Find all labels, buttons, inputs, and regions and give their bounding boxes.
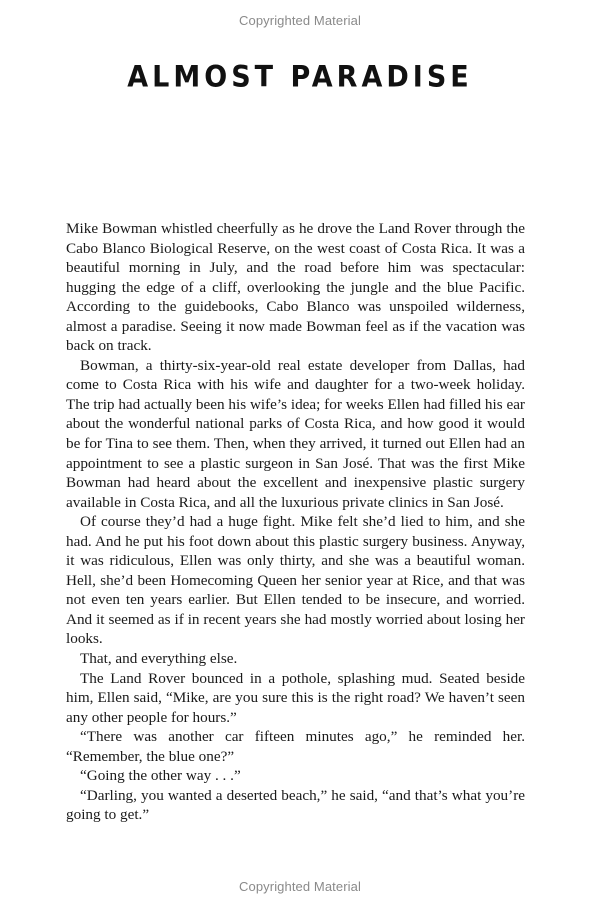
copyright-watermark-top: Copyrighted Material xyxy=(239,13,361,28)
paragraph-5: The Land Rover bounced in a pothole, splashing mud. Seated beside him, Ellen said, “Mike, are you sure this is the right road? We haven’t seen any other people for hours.” xyxy=(66,669,525,726)
paragraph-7: “Going the other way . . .” xyxy=(80,767,241,785)
paragraph-3: Of course they’d had a huge fight. Mike felt she’d lied to him, and she had. And he put his foot down about this plastic surgery business. Anyway, it was ridiculous, Ellen was only thirty, and she was a beautiful woman. Hell, she’d been Homecoming Queen her senior year at Rice, and that was not even ten years earlier. But Ellen tended to be insecure, and worried. And it seemed as if in recent years she had mostly worried about losing her looks. xyxy=(66,513,525,648)
paragraph-1: Mike Bowman whistled cheerfully as he drove the Land Rover through the Cabo Blanco Biological Reserve, on the west coast of Costa Rica. It was a beautiful morning in July, and the road before him was spectacular: hugging the edge of a cliff, overlooking the jungle and the blue Pacific. According to the guidebooks, Cabo Blanco was unspoiled wilderness, almost a paradise. Seeing it now made Bowman feel as if the vacation was back on track. xyxy=(66,220,525,355)
copyright-watermark-bottom: Copyrighted Material xyxy=(239,879,361,894)
paragraph-2: Bowman, a thirty-six-year-old real estate developer from Dallas, had come to Costa Rica with his wife and daughter for a two-week holiday. The trip had actually been his wife’s idea; for weeks Ellen had filled his ear about the wonderful national parks of Costa Rica, and how good it would be for Tina to see them. Then, when they arrived, it turned out Ellen had an appointment to see a plastic surgeon in San José. That was the first Mike Bowman had heard about the excellent and inexpensive plastic surgery available in Costa Rica, and all the luxurious private clinics in San José. xyxy=(66,356,525,511)
paragraph-8: “Darling, you wanted a deserted beach,” he said, “and that’s what you’re going to get.” xyxy=(66,786,525,824)
paragraph-4: That, and everything else. xyxy=(80,650,238,668)
body-text xyxy=(66,219,525,825)
paragraph-6: “There was another car fifteen minutes ago,” he reminded her. “Remember, the blue one?” xyxy=(66,728,525,765)
chapter-title: ALMOST PARADISE xyxy=(127,60,473,95)
